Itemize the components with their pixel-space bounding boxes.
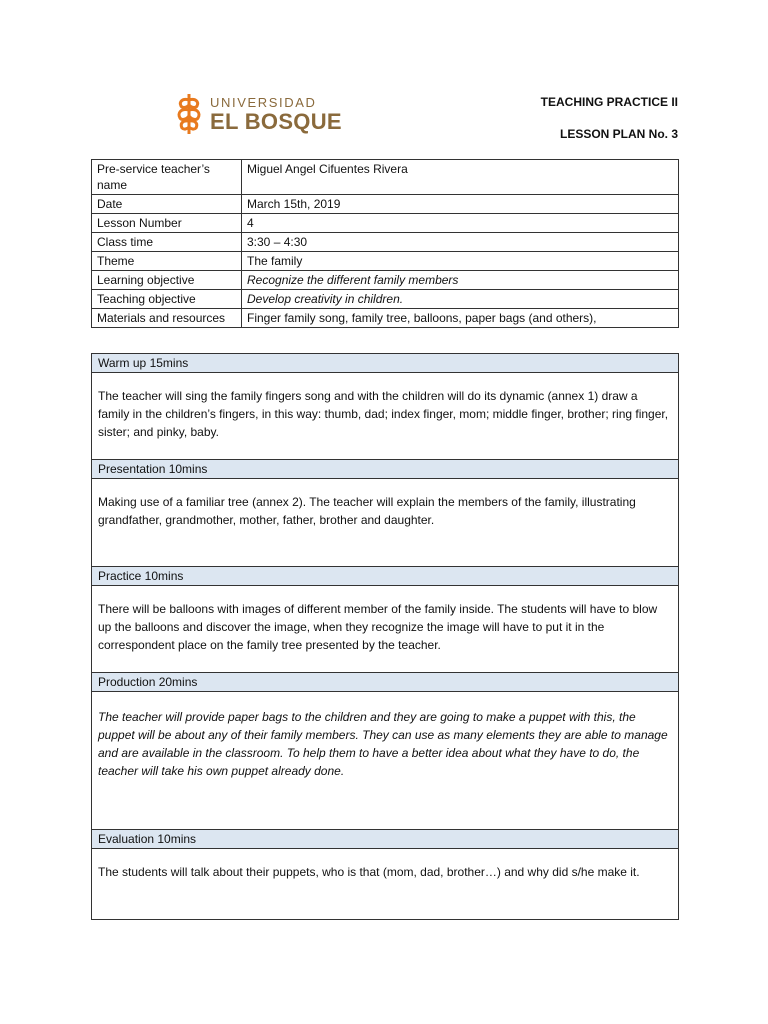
row-value: March 15th, 2019 <box>242 195 679 214</box>
section-heading: Warm up 15mins <box>92 354 678 373</box>
course-title: TEACHING PRACTICE II <box>540 95 678 109</box>
section-body: The teacher will provide paper bags to the children and they are going to make a puppet with this, the puppet will be about any of their family members. They can use as many elements they are able to manage and are available in the classroom. To help them to have a better idea about what they have to do, the teacher will take his own puppet already done. <box>92 692 678 830</box>
section-heading: Practice 10mins <box>92 567 678 586</box>
row-label: Lesson Number <box>92 214 242 233</box>
section-heading: Evaluation 10mins <box>92 830 678 849</box>
row-label: Theme <box>92 252 242 271</box>
row-label: Class time <box>92 233 242 252</box>
logo-name-bottom: EL BOSQUE <box>210 108 342 134</box>
row-value: The family <box>242 252 679 271</box>
university-logo <box>174 92 342 136</box>
table-row <box>92 195 679 214</box>
section-heading: Production 20mins <box>92 673 678 692</box>
row-value: Miguel Angel Cifuentes Rivera <box>242 160 679 195</box>
row-value: 3:30 – 4:30 <box>242 233 679 252</box>
university-emblem-icon <box>174 92 204 136</box>
table-row <box>92 214 679 233</box>
table-row <box>92 252 679 271</box>
table-row <box>92 233 679 252</box>
section-body: There will be balloons with images of different member of the family inside. The students will have to blow up the balloons and discover the image, when they recognize the image will have to put it in the correspondent place on the family tree presented by the teacher. <box>92 586 678 673</box>
lesson-info-table <box>91 159 679 328</box>
row-value: Develop creativity in children. <box>242 290 679 309</box>
section-body: The students will talk about their puppets, who is that (mom, dad, brother…) and why did s/he make it. <box>98 865 640 879</box>
section-body: The teacher will sing the family fingers song and with the children will do its dynamic (annex 1) draw a family in the children’s fingers, in this way: thumb, dad; index finger, mom; middle finger, brother; ring finger, sister; and pinky, baby. <box>92 373 678 460</box>
logo-name-top: UNIVERSIDAD <box>210 94 317 110</box>
section-body: Making use of a familiar tree (annex 2). The teacher will explain the members of the family, illustrating grandfather, grandmother, mother, father, brother and daughter. <box>92 479 678 567</box>
section-heading: Presentation 10mins <box>92 460 678 479</box>
table-row <box>92 160 679 195</box>
row-label: Pre-service teacher’s name <box>92 160 242 195</box>
row-value: Recognize the different family members <box>242 271 679 290</box>
lesson-plan-number: LESSON PLAN No. 3 <box>559 127 678 141</box>
row-value: 4 <box>242 214 679 233</box>
table-row <box>92 309 679 328</box>
table-row <box>92 290 679 309</box>
row-label: Teaching objective <box>92 290 242 309</box>
lesson-stages <box>91 353 679 920</box>
row-label: Date <box>92 195 242 214</box>
row-label: Learning objective <box>92 271 242 290</box>
row-value: Finger family song, family tree, balloons, paper bags (and others), <box>242 309 679 328</box>
table-row <box>92 271 679 290</box>
row-label: Materials and resources <box>92 309 242 328</box>
